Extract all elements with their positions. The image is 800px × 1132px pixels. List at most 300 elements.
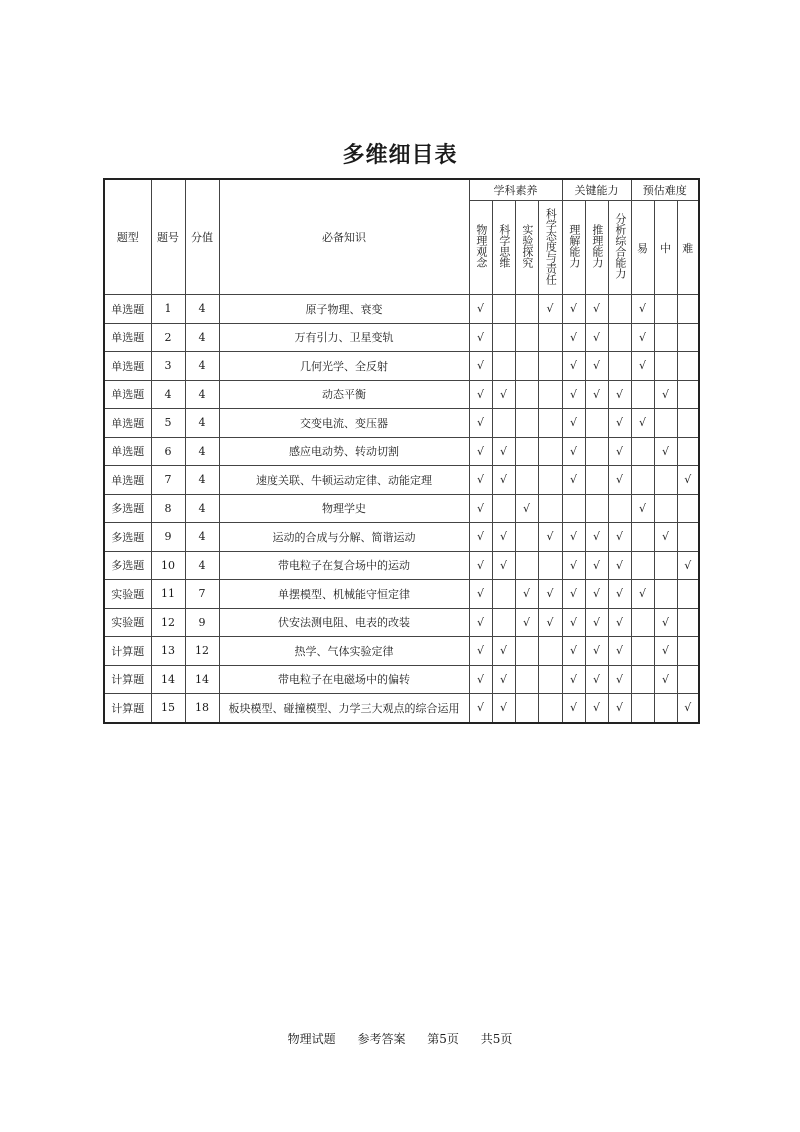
- cell-score: 14: [185, 665, 219, 694]
- cell-mark-easy: [631, 323, 654, 352]
- header-literacy-thinking: 科学思维: [492, 201, 515, 295]
- check-mark-icon: √: [592, 359, 600, 373]
- cell-mark-easy: [631, 523, 654, 552]
- check-mark-icon: √: [615, 672, 623, 686]
- cell-mark-understanding: [562, 466, 585, 495]
- cell-type: 计算题: [104, 694, 151, 723]
- cell-mark-thinking: [492, 580, 515, 609]
- cell-mark-concept: [469, 608, 492, 637]
- specification-table: [103, 178, 700, 724]
- table-row: [104, 608, 699, 637]
- cell-type: 单选题: [104, 295, 151, 324]
- check-mark-icon: √: [592, 558, 600, 572]
- cell-knowledge: 运动的合成与分解、简谐运动: [219, 523, 469, 552]
- cell-type: 单选题: [104, 352, 151, 381]
- check-mark-icon: √: [638, 416, 646, 430]
- cell-mark-hard: [677, 295, 699, 324]
- cell-mark-attitude: [538, 380, 562, 409]
- cell-mark-understanding: [562, 437, 585, 466]
- cell-knowledge: 万有引力、卫星变轨: [219, 323, 469, 352]
- cell-mark-easy: [631, 694, 654, 723]
- footer-answer: 参考答案: [357, 1032, 406, 1046]
- check-mark-icon: √: [615, 615, 623, 629]
- cell-mark-inquiry: [515, 494, 538, 523]
- check-mark-icon: √: [615, 444, 623, 458]
- check-mark-icon: √: [522, 587, 530, 601]
- cell-mark-concept: [469, 352, 492, 381]
- check-mark-icon: √: [499, 530, 507, 544]
- cell-mark-easy: [631, 637, 654, 666]
- cell-score: 4: [185, 466, 219, 495]
- cell-mark-reasoning: [585, 637, 608, 666]
- header-difficulty-medium: 中: [654, 201, 677, 295]
- cell-mark-reasoning: [585, 323, 608, 352]
- cell-mark-attitude: [538, 523, 562, 552]
- cell-mark-concept: [469, 466, 492, 495]
- cell-score: 18: [185, 694, 219, 723]
- cell-mark-reasoning: [585, 580, 608, 609]
- cell-mark-understanding: [562, 523, 585, 552]
- cell-mark-understanding: [562, 323, 585, 352]
- check-mark-icon: √: [592, 302, 600, 316]
- cell-mark-easy: [631, 295, 654, 324]
- cell-type: 多选题: [104, 551, 151, 580]
- check-mark-icon: √: [638, 359, 646, 373]
- cell-score: 7: [185, 580, 219, 609]
- cell-mark-analysis: [608, 608, 631, 637]
- cell-mark-concept: [469, 665, 492, 694]
- check-mark-icon: √: [476, 302, 484, 316]
- cell-score: 9: [185, 608, 219, 637]
- cell-mark-reasoning: [585, 466, 608, 495]
- header-ability-analysis: 分析综合能力: [608, 201, 631, 295]
- cell-number: 4: [151, 380, 185, 409]
- cell-score: 12: [185, 637, 219, 666]
- header-group-difficulty: 预估难度: [631, 179, 699, 201]
- cell-knowledge: 单摆模型、机械能守恒定律: [219, 580, 469, 609]
- cell-knowledge: 感应电动势、转动切割: [219, 437, 469, 466]
- cell-mark-inquiry: [515, 437, 538, 466]
- cell-type: 计算题: [104, 637, 151, 666]
- table-row: [104, 637, 699, 666]
- cell-knowledge: 几何光学、全反射: [219, 352, 469, 381]
- check-mark-icon: √: [499, 558, 507, 572]
- check-mark-icon: √: [546, 530, 554, 544]
- check-mark-icon: √: [684, 473, 692, 487]
- cell-mark-inquiry: [515, 637, 538, 666]
- cell-mark-analysis: [608, 551, 631, 580]
- check-mark-icon: √: [522, 615, 530, 629]
- cell-mark-concept: [469, 551, 492, 580]
- cell-type: 单选题: [104, 466, 151, 495]
- check-mark-icon: √: [569, 330, 577, 344]
- cell-number: 3: [151, 352, 185, 381]
- cell-mark-easy: [631, 608, 654, 637]
- table-row: [104, 352, 699, 381]
- check-mark-icon: √: [476, 473, 484, 487]
- cell-mark-understanding: [562, 551, 585, 580]
- cell-mark-concept: [469, 380, 492, 409]
- cell-mark-inquiry: [515, 380, 538, 409]
- cell-mark-inquiry: [515, 466, 538, 495]
- cell-type: 实验题: [104, 608, 151, 637]
- check-mark-icon: √: [499, 473, 507, 487]
- check-mark-icon: √: [476, 558, 484, 572]
- check-mark-icon: √: [638, 587, 646, 601]
- cell-mark-understanding: [562, 352, 585, 381]
- page-footer: [0, 1030, 800, 1047]
- check-mark-icon: √: [476, 359, 484, 373]
- cell-mark-understanding: [562, 665, 585, 694]
- cell-mark-inquiry: [515, 352, 538, 381]
- check-mark-icon: √: [684, 701, 692, 715]
- cell-score: 4: [185, 352, 219, 381]
- check-mark-icon: √: [499, 444, 507, 458]
- cell-mark-analysis: [608, 295, 631, 324]
- cell-mark-attitude: [538, 295, 562, 324]
- cell-mark-easy: [631, 580, 654, 609]
- cell-mark-attitude: [538, 323, 562, 352]
- check-mark-icon: √: [661, 444, 669, 458]
- cell-mark-thinking: [492, 352, 515, 381]
- cell-mark-analysis: [608, 352, 631, 381]
- cell-mark-inquiry: [515, 694, 538, 723]
- table-row: [104, 551, 699, 580]
- cell-mark-thinking: [492, 323, 515, 352]
- cell-mark-hard: [677, 409, 699, 438]
- cell-mark-thinking: [492, 466, 515, 495]
- cell-mark-medium: [654, 323, 677, 352]
- check-mark-icon: √: [569, 558, 577, 572]
- cell-mark-understanding: [562, 580, 585, 609]
- cell-mark-inquiry: [515, 295, 538, 324]
- table-row: [104, 323, 699, 352]
- table-row: [104, 409, 699, 438]
- cell-mark-analysis: [608, 409, 631, 438]
- cell-score: 4: [185, 494, 219, 523]
- cell-knowledge: 热学、气体实验定律: [219, 637, 469, 666]
- cell-mark-thinking: [492, 694, 515, 723]
- cell-knowledge: 原子物理、衰变: [219, 295, 469, 324]
- cell-mark-concept: [469, 323, 492, 352]
- check-mark-icon: √: [499, 387, 507, 401]
- cell-mark-medium: [654, 694, 677, 723]
- cell-mark-hard: [677, 637, 699, 666]
- cell-mark-hard: [677, 694, 699, 723]
- cell-mark-thinking: [492, 523, 515, 552]
- cell-number: 1: [151, 295, 185, 324]
- cell-mark-understanding: [562, 637, 585, 666]
- check-mark-icon: √: [476, 387, 484, 401]
- cell-mark-attitude: [538, 352, 562, 381]
- cell-score: 4: [185, 380, 219, 409]
- cell-mark-analysis: [608, 323, 631, 352]
- cell-mark-concept: [469, 494, 492, 523]
- cell-mark-reasoning: [585, 437, 608, 466]
- cell-mark-understanding: [562, 380, 585, 409]
- cell-mark-concept: [469, 694, 492, 723]
- cell-score: 4: [185, 409, 219, 438]
- check-mark-icon: √: [569, 644, 577, 658]
- cell-number: 5: [151, 409, 185, 438]
- cell-number: 2: [151, 323, 185, 352]
- check-mark-icon: √: [684, 558, 692, 572]
- cell-mark-hard: [677, 665, 699, 694]
- cell-knowledge: 带电粒子在电磁场中的偏转: [219, 665, 469, 694]
- cell-mark-hard: [677, 352, 699, 381]
- cell-mark-understanding: [562, 494, 585, 523]
- check-mark-icon: √: [592, 701, 600, 715]
- cell-mark-thinking: [492, 409, 515, 438]
- check-mark-icon: √: [546, 615, 554, 629]
- header-score: 分值: [185, 179, 219, 295]
- cell-number: 9: [151, 523, 185, 552]
- cell-mark-analysis: [608, 580, 631, 609]
- cell-mark-thinking: [492, 437, 515, 466]
- header-number: 题号: [151, 179, 185, 295]
- cell-type: 单选题: [104, 380, 151, 409]
- cell-mark-medium: [654, 551, 677, 580]
- cell-mark-medium: [654, 665, 677, 694]
- check-mark-icon: √: [569, 359, 577, 373]
- check-mark-icon: √: [476, 444, 484, 458]
- cell-mark-attitude: [538, 694, 562, 723]
- cell-knowledge: 板块模型、碰撞模型、力学三大观点的综合运用: [219, 694, 469, 723]
- cell-mark-attitude: [538, 409, 562, 438]
- cell-mark-reasoning: [585, 409, 608, 438]
- cell-mark-analysis: [608, 437, 631, 466]
- cell-mark-concept: [469, 437, 492, 466]
- header-difficulty-easy: 易: [631, 201, 654, 295]
- check-mark-icon: √: [476, 330, 484, 344]
- cell-score: 4: [185, 523, 219, 552]
- check-mark-icon: √: [569, 701, 577, 715]
- cell-mark-reasoning: [585, 694, 608, 723]
- cell-number: 6: [151, 437, 185, 466]
- check-mark-icon: √: [569, 530, 577, 544]
- cell-mark-attitude: [538, 494, 562, 523]
- cell-mark-hard: [677, 380, 699, 409]
- check-mark-icon: √: [522, 501, 530, 515]
- cell-mark-attitude: [538, 665, 562, 694]
- check-mark-icon: √: [569, 473, 577, 487]
- cell-mark-easy: [631, 466, 654, 495]
- cell-number: 7: [151, 466, 185, 495]
- cell-score: 4: [185, 437, 219, 466]
- check-mark-icon: √: [661, 615, 669, 629]
- cell-mark-inquiry: [515, 608, 538, 637]
- cell-number: 11: [151, 580, 185, 609]
- check-mark-icon: √: [615, 701, 623, 715]
- footer-page: 第5页: [427, 1032, 459, 1046]
- header-literacy-inquiry: 实验探究: [515, 201, 538, 295]
- check-mark-icon: √: [569, 587, 577, 601]
- cell-score: 4: [185, 323, 219, 352]
- check-mark-icon: √: [569, 672, 577, 686]
- check-mark-icon: √: [476, 530, 484, 544]
- header-knowledge: 必备知识: [219, 179, 469, 295]
- cell-mark-reasoning: [585, 295, 608, 324]
- header-group-ability: 关键能力: [562, 179, 631, 201]
- cell-mark-medium: [654, 637, 677, 666]
- cell-mark-medium: [654, 295, 677, 324]
- cell-mark-medium: [654, 437, 677, 466]
- cell-mark-easy: [631, 551, 654, 580]
- check-mark-icon: √: [592, 644, 600, 658]
- cell-mark-concept: [469, 409, 492, 438]
- cell-type: 多选题: [104, 523, 151, 552]
- cell-type: 实验题: [104, 580, 151, 609]
- check-mark-icon: √: [569, 387, 577, 401]
- table-row: [104, 523, 699, 552]
- check-mark-icon: √: [546, 302, 554, 316]
- cell-score: 4: [185, 295, 219, 324]
- cell-mark-analysis: [608, 494, 631, 523]
- cell-mark-hard: [677, 323, 699, 352]
- cell-number: 12: [151, 608, 185, 637]
- cell-number: 8: [151, 494, 185, 523]
- cell-mark-medium: [654, 523, 677, 552]
- cell-mark-hard: [677, 580, 699, 609]
- page-title: 多维细目表: [342, 143, 458, 168]
- check-mark-icon: √: [615, 416, 623, 430]
- cell-mark-attitude: [538, 608, 562, 637]
- cell-mark-attitude: [538, 637, 562, 666]
- check-mark-icon: √: [569, 416, 577, 430]
- cell-type: 多选题: [104, 494, 151, 523]
- cell-mark-thinking: [492, 295, 515, 324]
- cell-mark-concept: [469, 580, 492, 609]
- cell-mark-inquiry: [515, 580, 538, 609]
- cell-mark-hard: [677, 494, 699, 523]
- cell-mark-understanding: [562, 295, 585, 324]
- cell-score: 4: [185, 551, 219, 580]
- check-mark-icon: √: [592, 530, 600, 544]
- check-mark-icon: √: [592, 330, 600, 344]
- cell-mark-medium: [654, 494, 677, 523]
- check-mark-icon: √: [476, 644, 484, 658]
- cell-mark-medium: [654, 352, 677, 381]
- cell-number: 14: [151, 665, 185, 694]
- footer-subject: 物理试题: [287, 1032, 336, 1046]
- cell-mark-concept: [469, 523, 492, 552]
- cell-mark-analysis: [608, 637, 631, 666]
- cell-mark-medium: [654, 580, 677, 609]
- check-mark-icon: √: [661, 387, 669, 401]
- header-group-literacy: 学科素养: [469, 179, 562, 201]
- table-body: [104, 295, 699, 723]
- cell-mark-thinking: [492, 665, 515, 694]
- cell-number: 10: [151, 551, 185, 580]
- table-row: [104, 466, 699, 495]
- table-row: [104, 580, 699, 609]
- cell-mark-analysis: [608, 523, 631, 552]
- cell-mark-medium: [654, 466, 677, 495]
- cell-mark-analysis: [608, 665, 631, 694]
- cell-knowledge: 伏安法测电阻、电表的改装: [219, 608, 469, 637]
- check-mark-icon: √: [476, 501, 484, 515]
- cell-knowledge: 物理学史: [219, 494, 469, 523]
- table-row: [104, 694, 699, 723]
- cell-mark-inquiry: [515, 665, 538, 694]
- table-row: [104, 665, 699, 694]
- cell-mark-reasoning: [585, 494, 608, 523]
- cell-mark-thinking: [492, 608, 515, 637]
- cell-mark-inquiry: [515, 409, 538, 438]
- cell-mark-understanding: [562, 694, 585, 723]
- check-mark-icon: √: [499, 701, 507, 715]
- cell-mark-hard: [677, 551, 699, 580]
- cell-mark-inquiry: [515, 523, 538, 552]
- check-mark-icon: √: [661, 672, 669, 686]
- check-mark-icon: √: [592, 587, 600, 601]
- cell-knowledge: 带电粒子在复合场中的运动: [219, 551, 469, 580]
- check-mark-icon: √: [476, 615, 484, 629]
- cell-mark-inquiry: [515, 323, 538, 352]
- cell-mark-reasoning: [585, 380, 608, 409]
- cell-mark-easy: [631, 380, 654, 409]
- check-mark-icon: √: [546, 587, 554, 601]
- check-mark-icon: √: [638, 302, 646, 316]
- check-mark-icon: √: [569, 615, 577, 629]
- check-mark-icon: √: [476, 701, 484, 715]
- check-mark-icon: √: [615, 558, 623, 572]
- cell-mark-inquiry: [515, 551, 538, 580]
- check-mark-icon: √: [638, 501, 646, 515]
- cell-number: 13: [151, 637, 185, 666]
- check-mark-icon: √: [615, 644, 623, 658]
- cell-mark-medium: [654, 380, 677, 409]
- check-mark-icon: √: [569, 444, 577, 458]
- check-mark-icon: √: [615, 587, 623, 601]
- header-ability-reasoning: 推理能力: [585, 201, 608, 295]
- cell-mark-thinking: [492, 637, 515, 666]
- check-mark-icon: √: [499, 672, 507, 686]
- header-literacy-concept: 物理观念: [469, 201, 492, 295]
- check-mark-icon: √: [615, 473, 623, 487]
- header-ability-understanding: 理解能力: [562, 201, 585, 295]
- check-mark-icon: √: [615, 387, 623, 401]
- check-mark-icon: √: [592, 615, 600, 629]
- header-difficulty-hard: 难: [677, 201, 699, 295]
- cell-mark-easy: [631, 437, 654, 466]
- check-mark-icon: √: [661, 644, 669, 658]
- cell-type: 计算题: [104, 665, 151, 694]
- cell-mark-reasoning: [585, 352, 608, 381]
- cell-mark-medium: [654, 409, 677, 438]
- cell-mark-hard: [677, 437, 699, 466]
- cell-mark-thinking: [492, 551, 515, 580]
- cell-mark-medium: [654, 608, 677, 637]
- check-mark-icon: √: [476, 416, 484, 430]
- cell-mark-hard: [677, 523, 699, 552]
- cell-mark-easy: [631, 352, 654, 381]
- cell-mark-understanding: [562, 608, 585, 637]
- check-mark-icon: √: [592, 672, 600, 686]
- cell-mark-thinking: [492, 380, 515, 409]
- cell-mark-thinking: [492, 494, 515, 523]
- cell-knowledge: 速度关联、牛顿运动定律、动能定理: [219, 466, 469, 495]
- cell-knowledge: 交变电流、变压器: [219, 409, 469, 438]
- check-mark-icon: √: [661, 530, 669, 544]
- cell-mark-attitude: [538, 466, 562, 495]
- cell-mark-concept: [469, 637, 492, 666]
- cell-mark-analysis: [608, 380, 631, 409]
- cell-mark-hard: [677, 466, 699, 495]
- cell-mark-reasoning: [585, 608, 608, 637]
- cell-mark-attitude: [538, 580, 562, 609]
- cell-mark-understanding: [562, 409, 585, 438]
